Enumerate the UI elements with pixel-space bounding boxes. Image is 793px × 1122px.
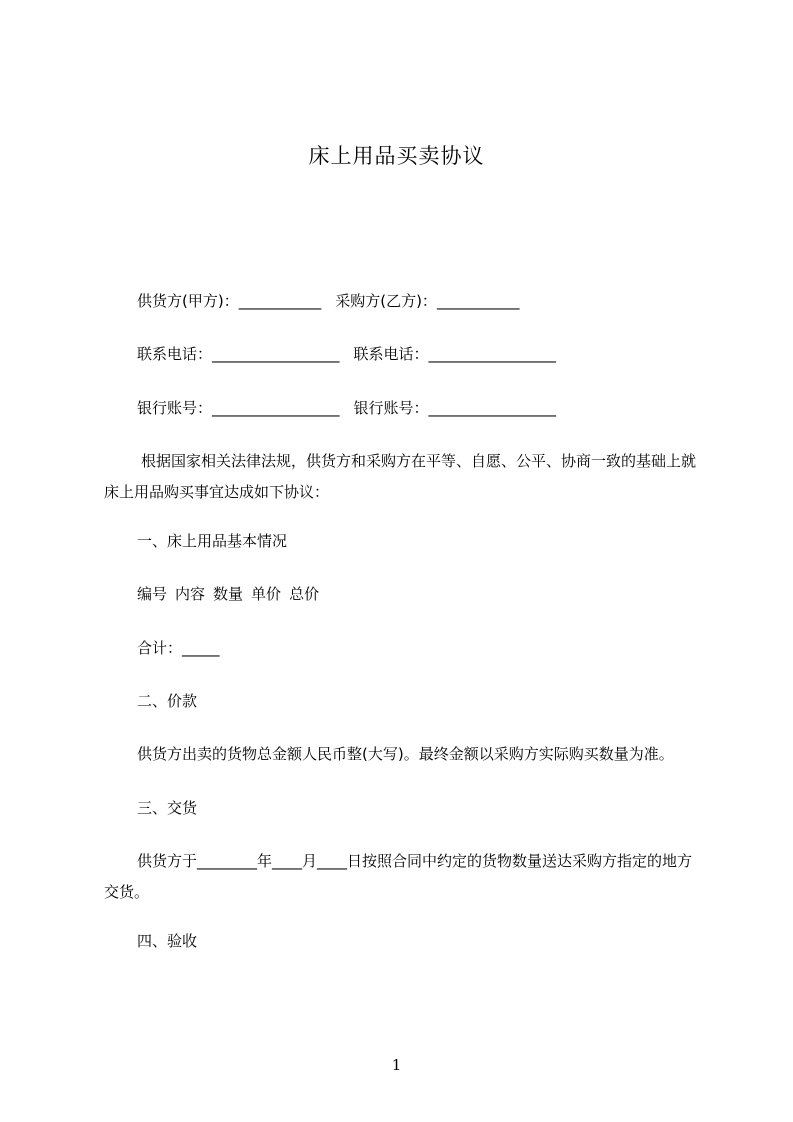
delivery-year-label: 年 bbox=[257, 852, 273, 870]
section-4-heading: 四、验收 bbox=[137, 932, 198, 950]
phone-line bbox=[137, 343, 556, 365]
parties-line bbox=[137, 290, 519, 312]
seller-bank-label: 银行账号： bbox=[137, 399, 213, 417]
buyer-blank: ___________ bbox=[436, 292, 520, 310]
buyer-label: 采购方(乙方)： bbox=[335, 292, 437, 310]
item-table-header bbox=[137, 583, 319, 605]
column-quantity: 数量 bbox=[213, 585, 244, 603]
section-3-paragraph bbox=[104, 846, 704, 908]
seller-blank: ___________ bbox=[238, 292, 322, 310]
section-3-heading: 三、交货 bbox=[137, 799, 198, 817]
total-blank: _____ bbox=[182, 639, 220, 657]
delivery-month-blank: ____ bbox=[272, 852, 303, 870]
section-1-heading: 一、床上用品基本情况 bbox=[137, 532, 288, 550]
column-number: 编号 bbox=[137, 585, 168, 603]
section-2-text: 供货方出卖的货物总金额人民币整(大写)。最终金额以采购方实际购买数量为准。 bbox=[137, 745, 674, 763]
total-line bbox=[137, 637, 220, 659]
seller-phone-label: 联系电话： bbox=[137, 345, 213, 363]
delivery-year-blank: ________ bbox=[197, 852, 258, 870]
delivery-month-label: 月 bbox=[302, 852, 318, 870]
bank-line bbox=[137, 397, 556, 419]
delivery-day-blank: ____ bbox=[317, 852, 348, 870]
buyer-phone-blank: _________________ bbox=[428, 345, 557, 363]
buyer-bank-blank: _________________ bbox=[428, 399, 557, 417]
page-number: 1 bbox=[391, 1056, 402, 1074]
buyer-phone-label: 联系电话： bbox=[353, 345, 429, 363]
column-total-price: 总价 bbox=[289, 585, 320, 603]
intro-paragraph bbox=[104, 446, 704, 508]
document-title: 床上用品买卖协议 bbox=[308, 144, 485, 168]
buyer-bank-label: 银行账号： bbox=[353, 399, 429, 417]
column-content: 内容 bbox=[175, 585, 206, 603]
seller-label: 供货方(甲方)： bbox=[137, 292, 239, 310]
intro-text: 根据国家相关法律法规，供货方和采购方在平等、自愿、公平、协商一致的基础上就床上用品购买事宜达成如下协议： bbox=[104, 452, 697, 501]
column-unit-price: 单价 bbox=[251, 585, 282, 603]
seller-bank-blank: _________________ bbox=[212, 399, 340, 417]
delivery-text-end: 日按照合同中约定的货物数量送达采购方指定的地方交货。 bbox=[104, 852, 693, 901]
section-2-heading: 二、价款 bbox=[137, 692, 198, 710]
delivery-text-start: 供货方于 bbox=[137, 852, 198, 870]
seller-phone-blank: _________________ bbox=[212, 345, 340, 363]
total-label: 合计： bbox=[137, 639, 183, 657]
